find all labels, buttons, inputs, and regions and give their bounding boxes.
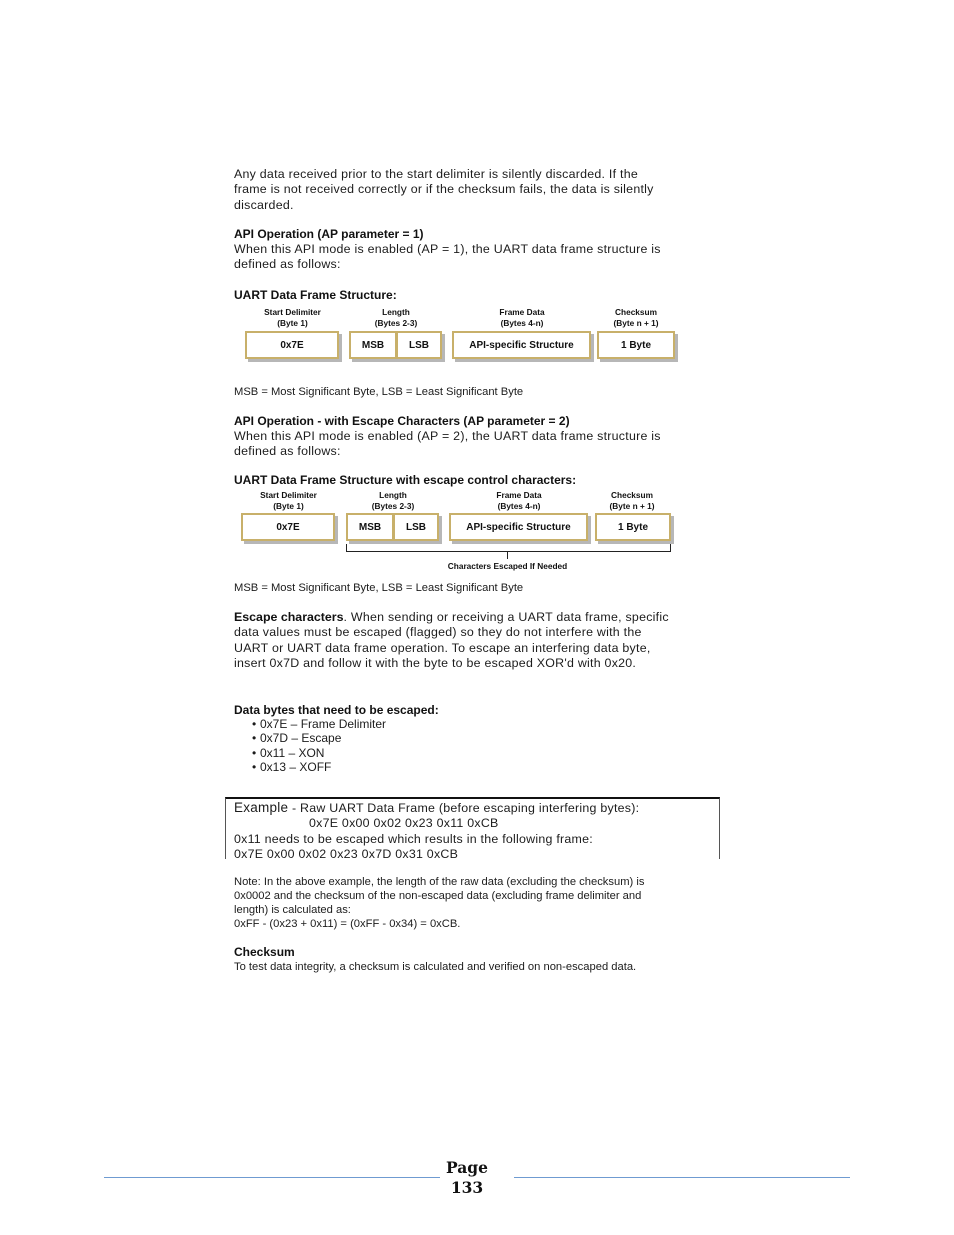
checksum-section	[234, 945, 636, 974]
bracket-center-tick	[507, 551, 508, 559]
frame2-header-frame-data: Frame Data (Bytes 4-n)	[496, 490, 542, 511]
api-operation-2-section	[234, 414, 661, 460]
frame1-box-api-structure: API-specific Structure	[452, 331, 591, 359]
example-content	[234, 800, 639, 863]
example-escaped-frame: 0x7E 0x00 0x02 0x23 0x7D 0x31 0xCB	[234, 847, 459, 862]
note-line: 0xFF - (0x23 + 0x11) = (0xFF - 0x34) = 0xCB.	[234, 918, 461, 930]
escape-line: data values must be escaped (flagged) so they do not interfere with the	[234, 625, 642, 640]
example-label: Example	[234, 800, 289, 815]
example-raw-frame: 0x7E 0x00 0x02 0x23 0x11 0xCB	[309, 816, 499, 831]
bytes-list	[252, 717, 386, 775]
frame2-box-lsb: LSB	[393, 513, 439, 541]
example-line	[234, 800, 639, 816]
escape-lead: Escape characters	[234, 610, 344, 624]
intro-line: discarded.	[234, 197, 294, 212]
api-operation-1-line: defined as follows:	[234, 257, 341, 272]
frame1-header-start-delimiter: Start Delimiter (Byte 1)	[264, 307, 321, 328]
frame2-box-checksum: 1 Byte	[595, 513, 671, 541]
list-item: • 0x7D – Escape	[252, 731, 342, 746]
checksum-line: To test data integrity, a checksum is calculated and verified on non-escaped data.	[234, 961, 637, 973]
frame2-box-msb: MSB	[346, 513, 394, 541]
frame1-box-lsb: LSB	[396, 331, 442, 359]
api-operation-1-line: When this API mode is enabled (AP = 1), the UART data frame structure is	[234, 242, 661, 256]
frame1-header-length: Length (Bytes 2-3)	[374, 307, 418, 328]
escape-line	[234, 610, 669, 625]
example-line: 0x11 needs to be escaped which results in the following frame:	[234, 831, 593, 846]
intro-line: Any data received prior to the start delimiter is silently discarded. If the	[234, 167, 638, 181]
page-label: Page	[446, 1158, 488, 1177]
frame1-box-start-delimiter: 0x7E	[245, 331, 339, 359]
bracket-right-tick	[670, 544, 671, 552]
list-item: • 0x7E – Frame Delimiter	[252, 717, 387, 731]
frame1-box-msb: MSB	[349, 331, 397, 359]
frame1-note: MSB = Most Significant Byte, LSB = Least Significant Byte	[234, 386, 524, 398]
note-line: length) is calculated as:	[234, 904, 351, 916]
frame1-header-checksum: Checksum (Byte n + 1)	[613, 307, 659, 328]
api-operation-2-heading: API Operation - with Escape Characters (AP parameter = 2)	[234, 414, 570, 428]
list-item: • 0x11 – XON	[252, 745, 325, 760]
note-line: Note: In the above example, the length of the raw data (excluding the checksum) is	[234, 876, 645, 888]
note-line: 0x0002 and the checksum of the non-escaped data (excluding frame delimiter and	[234, 890, 642, 902]
bytes-heading: Data bytes that need to be escaped:	[234, 703, 439, 717]
frame1-box-checksum: 1 Byte	[597, 331, 675, 359]
frame2-note: MSB = Most Significant Byte, LSB = Least Significant Byte	[234, 582, 524, 594]
frame1-header-frame-data: Frame Data (Bytes 4-n)	[499, 307, 545, 328]
api-operation-2-line: defined as follows:	[234, 444, 341, 459]
frame2-box-start-delimiter: 0x7E	[241, 513, 335, 541]
bracket-line	[346, 551, 671, 552]
frame2-header-length: Length (Bytes 2-3)	[371, 490, 415, 511]
page-number	[437, 1158, 497, 1198]
footer-rule-right	[514, 1177, 850, 1178]
api-operation-1-heading: API Operation (AP parameter = 1)	[234, 227, 424, 241]
escape-line1-rest: . When sending or receiving a UART data frame, specific	[343, 610, 669, 624]
footer-rule-left	[104, 1177, 440, 1178]
frame1-title: UART Data Frame Structure:	[234, 288, 397, 302]
api-operation-1-section	[234, 227, 661, 273]
api-operation-2-line: When this API mode is enabled (AP = 2), the UART data frame structure is	[234, 429, 661, 443]
note-paragraph	[234, 875, 644, 931]
frame2-header-start-delimiter: Start Delimiter (Byte 1)	[260, 490, 317, 511]
bracket-label: Characters Escaped If Needed	[447, 561, 568, 571]
list-item: • 0x13 – XOFF	[252, 760, 332, 775]
intro-line: frame is not received correctly or if the checksum fails, the data is silently	[234, 182, 654, 197]
escape-line: UART or UART data frame operation. To escape an interfering data byte,	[234, 640, 651, 655]
page-number-value: 133	[450, 1178, 484, 1197]
escape-line: insert 0x7D and follow it with the byte to be escaped XOR'd with 0x20.	[234, 656, 637, 671]
frame2-header-checksum: Checksum (Byte n + 1)	[609, 490, 655, 511]
intro-paragraph	[234, 167, 654, 213]
frame2-box-api-structure: API-specific Structure	[449, 513, 588, 541]
escape-paragraph	[234, 610, 669, 672]
checksum-heading: Checksum	[234, 945, 295, 959]
example-line1-rest: - Raw UART Data Frame (before escaping interfering bytes):	[288, 801, 640, 815]
frame2-title: UART Data Frame Structure with escape control characters:	[234, 473, 577, 487]
